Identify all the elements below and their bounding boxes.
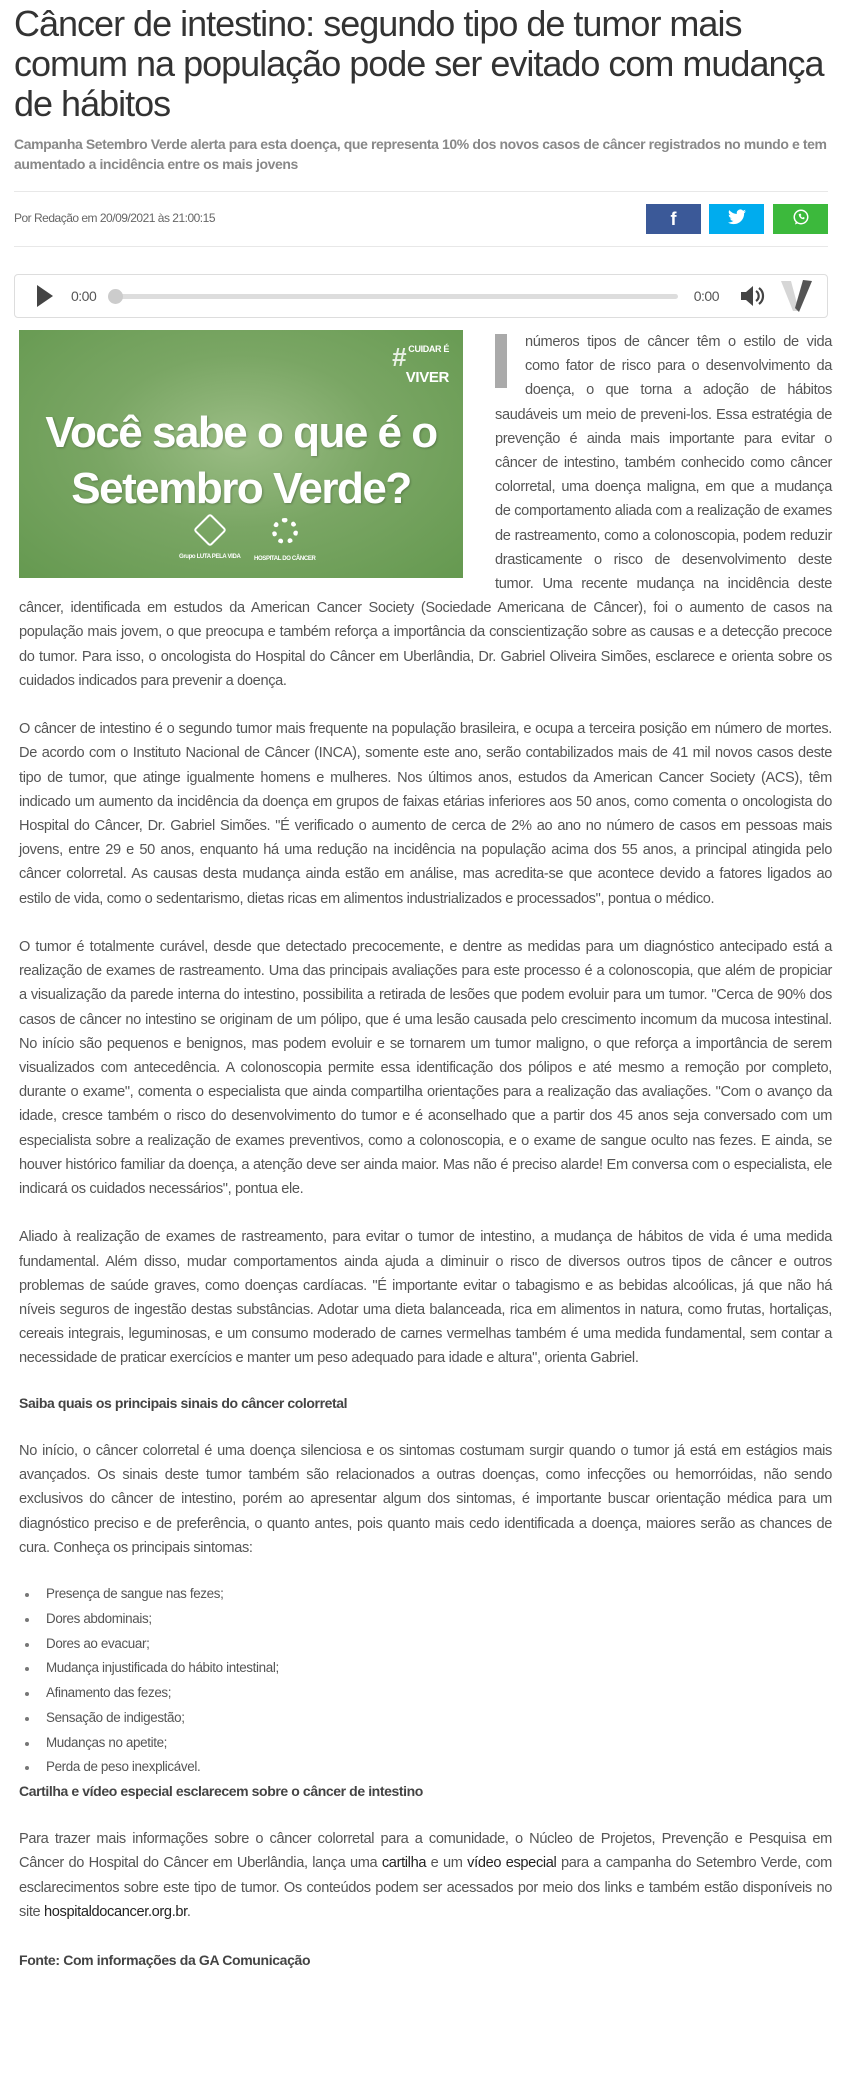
slider-thumb[interactable] (108, 289, 123, 304)
audio-progress-slider[interactable] (112, 294, 678, 299)
paragraph: O tumor é totalmente curável, desde que detectado precocemente, e dentre as medidas para um diagnóstico antecipado está a realização de exames de rastreamento. Uma das principais avaliações para este processo é a colonoscopia, que além de propiciar a visualização da parede interna do intestino, possibilita a retirada de lesões que podem evoluir para um tumor. "Cerca de 90% dos casos de câncer no intestino se originam de um pólipo, que é uma lesão causada pelo crescimento incomum da mucosa intestinal. No início são pequenos e benignos, mas podem evoluir e se tornarem um tumor maligno, o que reforça a importância de serem visualizados com antecedência. A colonoscopia permite essa identificação dos pólipos e até mesmo a remoção por completo, durante o exame", comenta o especialista que ainda compartilha orientações para a realização das avaliações. "Com o avanço da idade, cresce também o risco do desenvolvimento do tumor e é aconselhado que a partir dos 45 anos seja conversado com um especialista sobre a realização de exames preventivos, como a colonoscopia, e o exame de sangue oculto nas fezes. E ainda, se houver histórico familiar da doença, a atenção deve ser ainda maior. Mas não é preciso alarde! Em conversa com o especialista, ele indicará os cuidados necessários", pontua ele. (19, 939, 832, 1198)
hashtag-logo: # CUIDAR É VIVER (392, 342, 449, 386)
play-button[interactable] (37, 285, 53, 307)
list-item: Afinamento das fezes; (19, 1681, 832, 1706)
byline: Por Redação em 20/09/2021 às 21:00:15 (14, 211, 215, 225)
duration: 0:00 (693, 288, 719, 304)
share-twitter-button[interactable] (709, 204, 764, 234)
volume-icon[interactable] (739, 284, 765, 308)
list-item: Mudança injustificada do hábito intestinal; (19, 1656, 832, 1681)
audio-player (14, 274, 828, 318)
hospital-do-cancer-logo: HOSPITAL DO CÂNCER (254, 518, 315, 571)
whatsapp-icon (792, 208, 810, 231)
section-heading: Cartilha e vídeo especial esclarecem sobre o câncer de intestino (19, 1782, 423, 1799)
list-item: Perda de peso inexplicável. (19, 1755, 832, 1780)
luta-pela-vida-logo: Grupo LUTA PELA VIDA (179, 518, 240, 569)
paragraph: Aliado à realização de exames de rastreamento, para evitar o tumor de intestino, a mudança de hábitos de vida é uma medida fundamental. Além disso, mudar comportamentos ainda ajuda a diminuir o risco de diversos outros tipos de câncer e outros problemas de saúde graves, como doenças cardíacas. "É importante evitar o tabagismo e as bebidas alcoólicas, já que não há níveis seguros de ingestão destas substâncias. Adotar uma dieta balanceada, rica em alimentos in natura, como frutas, hortaliças, cereais integrais, leguminosas, e um consumo moderado de carnes vermelhas também é uma medida fundamental, sem contar a necessidade de praticar exercícios e manter um peso adequado para idade e altura", orienta Gabriel. (19, 1229, 832, 1367)
source-credit: Fonte: Com informações da GA Comunicação (19, 1952, 311, 1969)
list-item: Mudanças no apetite; (19, 1731, 832, 1756)
paragraph: números tipos de câncer têm o estilo de vida como fator de risco para o desenvolvimento da doença, o que torna a adoção de hábitos saudáveis um meio de preveni-los. Essa estratégia de prevenção é ainda mais importante para evitar o câncer de intestino, também conhecido como câncer colorretal, uma doença maligna, em que a mudança de comportamento aliada com a realização de exames de rastreamento, como a colonoscopia, podem reduzir drasticamente o risco de desenvolvimento deste tumor. Uma recente mudança na incidência deste câncer, identificada em estudos da American Cancer Society (Sociedade Americana de Câncer), foi o aumento de casos na população mais jovem, o que preocupa e também reforça a importância da conscientização sobre as causas e a detecção precoce do tumor. Para isso, o oncologista do Hospital do Câncer em Uberlândia, Dr. Gabriel Oliveira Simões, esclarece e orienta sobre os cuidados indicados para prevenir a doença. (19, 334, 832, 689)
cartilha-link[interactable]: cartilha (381, 1855, 427, 1872)
paragraph: No início, o câncer colorretal é uma doença silenciosa e os sintomas costumam surgir quando o tumor já está em estágios mais avançados. Os sinais deste tumor também são relacionados a outras doenças, como infecções ou hemorróidas, não sendo exclusivos do câncer de intestino, porém ao apresentar algum dos sintomas, é importante buscar orientação médica para um diagnóstico preciso e de preferência, o quanto antes, pois quanto mais cedo identificada a doença, maiores serão as chances de cura. Conheça os principais sintomas: (19, 1443, 832, 1556)
section-heading: Saiba quais os principais sinais do câncer colorretal (19, 1394, 348, 1411)
share-whatsapp-button[interactable] (773, 204, 828, 234)
list-item: Presença de sangue nas fezes; (19, 1582, 832, 1607)
list-item: Sensação de indigestão; (19, 1706, 832, 1731)
video-especial-link[interactable]: vídeo especial (467, 1855, 557, 1872)
article-title: Câncer de intestino: segundo tipo de tumor mais comum na população pode ser evitado com mudança de hábitos (14, 3, 824, 124)
paragraph: Para trazer mais informações sobre o câncer colorretal para a comunidade, o Núcleo de Projetos, Prevenção e Pesquisa em Câncer do Hospital do Câncer em Uberlândia, lança uma cartilha e um vídeo especial para a campanha do Setembro Verde, com esclarecimentos sobre este tipo de tumor. Os conteúdos podem ser acessados por meio dos links e também estão disponíveis no site hospitaldocancer.org.br. (19, 1831, 832, 1920)
hero-headline: Você sabe o que é o Setembro Verde? (45, 408, 437, 513)
hero-image (19, 330, 463, 578)
drop-cap (495, 334, 507, 388)
article-subtitle: Campanha Setembro Verde alerta para esta doença, que representa 10% dos novos casos de câncer registrados no mundo e tem aumentado a incidência entre os mais jovens (14, 136, 827, 172)
share-facebook-button[interactable] (646, 204, 701, 234)
list-item: Dores abdominais; (19, 1607, 832, 1632)
current-time: 0:00 (71, 288, 97, 304)
symptoms-list (19, 1582, 832, 1780)
paragraph: O câncer de intestino é o segundo tumor mais frequente na população brasileira, e ocupa a terceira posição em número de mortes. De acordo com o Instituto Nacional de Câncer (INCA), somente este ano, serão contabilizados mais de 41 mil novos casos deste tipo de tumor, que atinge igualmente homens e mulheres. Nos últimos anos, estudos da American Cancer Society (ACS), têm indicado um aumento da incidência da doença em grupos de faixas etárias inferiores aos 50 anos, como comenta o oncologista do Hospital do Câncer, Dr. Gabriel Simões. "É verificado o aumento de cerca de 2% ao ano no número de casos em pessoas mais jovens, entre 29 e 50 anos, enquanto há uma redução na incidência na população acima dos 55 anos, a principal atingida pelo câncer colorretal. As causas desta mudança ainda estão em análise, mas acredita-se que acontece devido a fatores ligados ao estilo de vida, como o sedentarismo, dietas ricas em alimentos industrializados e processados", pontua o médico. (19, 721, 832, 907)
twitter-icon (728, 209, 746, 230)
article-body (19, 330, 832, 1997)
hospital-site-link[interactable]: hospitaldocancer.org.br (44, 1903, 187, 1920)
facebook-icon: f (670, 208, 677, 229)
divider (14, 191, 828, 192)
player-brand-logo-icon (779, 278, 815, 314)
divider (14, 246, 828, 247)
list-item: Dores ao evacuar; (19, 1632, 832, 1657)
